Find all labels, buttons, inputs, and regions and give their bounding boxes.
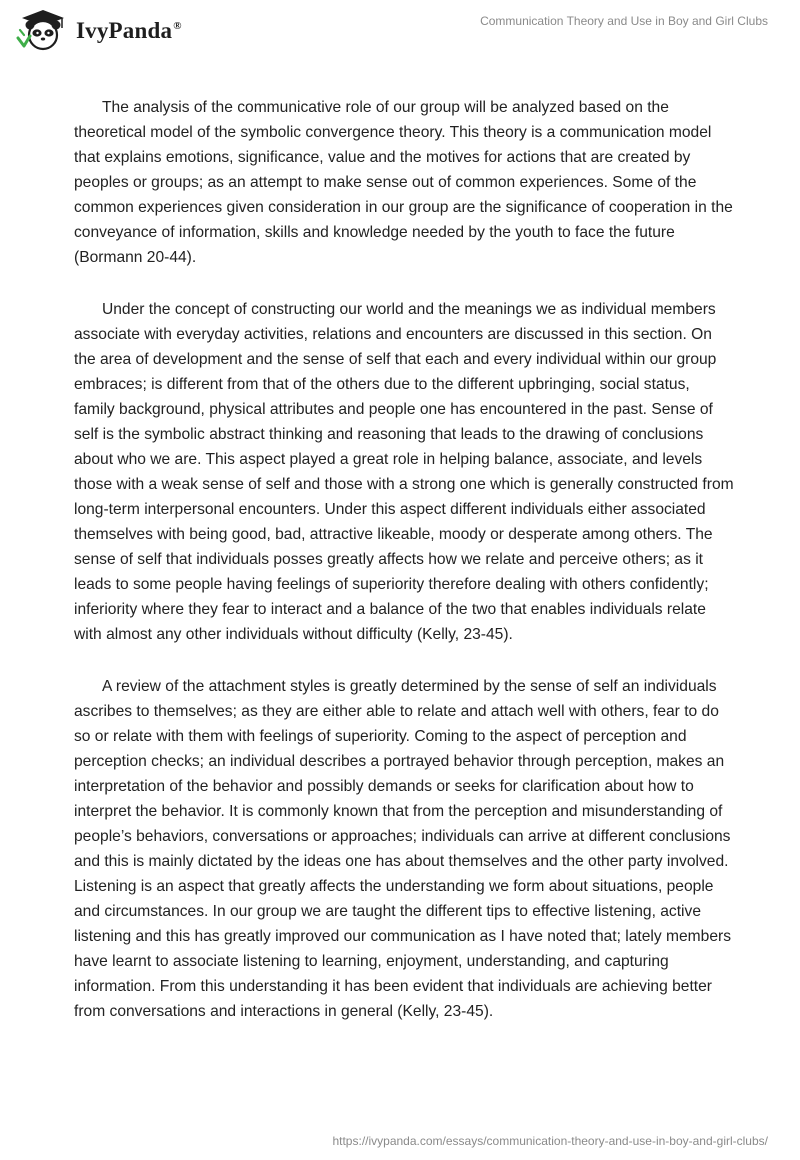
document-title: Communication Theory and Use in Boy and Girl Clubs xyxy=(480,14,768,28)
ivypanda-logo[interactable] xyxy=(14,8,182,52)
panda-graduate-icon xyxy=(14,8,72,52)
paragraph: Under the concept of constructing our world and the meanings we as individual members associate with everyday activities, relations and encounters are discussed in this section. On the area of development and the sense of self that each and every individual within our group embraces; is different from that of the others due to the different upbringing, social status, family background, physical attributes and people one has encountered in the past. Sense of self is the symbolic abstract thinking and reasoning that leads to the drawing of conclusions about who we are. This aspect played a great role in helping balance, associate, and levels those with a weak sense of self and those with a strong one which is generally constructed from long-term interpersonal encounters. Under this aspect different individuals either associated themselves with being good, bad, attractive likeable, moody or desperate among others. The sense of self that individuals posses greatly affects how we relate and perceive others; as it leads to some people having feelings of superiority therefore dealing with others confidently; inferiority where they fear to interact and a balance of the two that enables individuals relate with almost any other individuals without difficulty (Kelly, 23-45). xyxy=(74,301,734,643)
paragraph: The analysis of the communicative role of our group will be analyzed based on the theoretical model of the symbolic convergence theory. This theory is a communication model that explains emotions, significance, value and the motives for actions that are created by peoples or groups; as an attempt to make sense out of common experiences. Some of the common experiences given consideration in our group are the significance of cooperation in the conveyance of information, skills and knowledge needed by the youth to face the future (Bormann 20-44). xyxy=(74,99,733,266)
page-header xyxy=(0,0,800,70)
source-url[interactable]: https://ivypanda.com/essays/communication-theory-and-use-in-boy-and-girl-clubs/ xyxy=(332,1134,768,1148)
brand-name: IvyPanda® xyxy=(76,18,182,43)
essay-body xyxy=(74,95,734,1051)
paragraph: A review of the attachment styles is greatly determined by the sense of self an individuals ascribes to themselves; as they are either able to relate and attach well with others, fear to do so or relate with them with feelings of superiority. Coming to the aspect of perception and perception checks; an individual describes a portrayed behavior through perception, makes an interpretation of the behavior and possibly demands or seeks for clarification about how to interpret the behavior. It is commonly known that from the perception and misunderstanding of people’s behaviors, conversations or approaches; individuals can arrive at different conclusions and this is mainly dictated by the ideas one has about themselves and the other party involved. Listening is an aspect that greatly affects the understanding we form about situations, people and circumstances. In our group we are taught the different tips to effective listening, active listening and this has greatly improved our communication as I have noted that; lately members have learnt to associate listening to learning, enjoyment, understanding, and capturing information. From this understanding it has been evident that individuals are achieving better from conversations and interactions in general (Kelly, 23-45). xyxy=(74,678,732,1020)
